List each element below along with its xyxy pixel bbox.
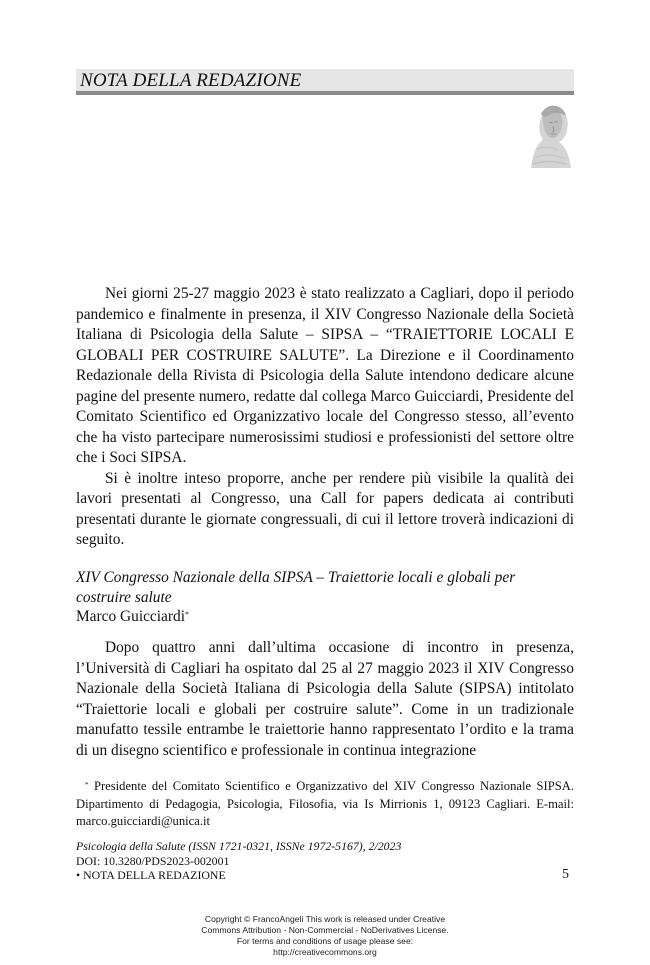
copyright-notice — [0, 914, 650, 958]
article-paragraph: Dopo quattro anni dall’ultima occasione di incontro in presenza, l’Università di Cagliari ha ospitato dal 25 al 27 maggio 2023 il XIV Congresso Nazionale della Società Italiana di Psicologia della Salute (SIPSA) intitolato “Traiettorie locali e globali per costruire salute”. Come in un tradizionale manufatto tessile entrambe le traiettorie hanno rappresentato l’ordito e la trama di un disegno scientifico e professionale in continua integrazione — [76, 639, 574, 759]
editorial-note — [76, 284, 574, 551]
section-title: NOTA DELLA REDAZIONE — [80, 70, 302, 91]
footnote-marker: * — [184, 610, 189, 619]
intro-paragraph: Si è inoltre inteso proporre, anche per rendere più visibile la qualità dei lavori presentati al Congresso, una Call for papers dedicata ai contributi presentati durante le giornate congressuali, di cui il lettore troverà indicazioni di seguito. — [76, 469, 574, 548]
license-link[interactable]: http://creativecommons.org — [273, 947, 377, 957]
footer-section-label: • NOTA DELLA REDAZIONE — [76, 868, 226, 882]
footnote-text: Presidente del Comitato Scientifico e Organizzativo del XIV Congresso Nazionale SIPSA. Dipartimento di Pedagogia, Psicologia, Filosofia, via Is Mirrionis 1, 09123 Cagliari. E-mail: marco.guicciardi@unica.it — [76, 779, 574, 828]
author-line — [76, 607, 189, 627]
footnote — [76, 778, 574, 831]
copyright-line: Copyright © FrancoAngeli This work is released under Creative — [204, 914, 446, 924]
journal-footer — [76, 839, 574, 883]
copyright-line: For terms and conditions of usage please see: — [236, 936, 414, 946]
engraved-portrait-icon — [523, 100, 573, 168]
article-title: XIV Congresso Nazionale della SIPSA – Traiettorie locali e globali per costruire salute — [76, 569, 516, 606]
copyright-line: Commons Attribution - Non-Commercial - NoDerivatives License. — [201, 925, 449, 935]
section-header — [76, 69, 574, 95]
footnote-marker: * — [85, 781, 89, 789]
journal-citation: Psicologia della Salute (ISSN 1721-0321, ISSNe 1972-5167), 2/2023 — [76, 839, 402, 853]
intro-paragraph: Nei giorni 25-27 maggio 2023 è stato realizzato a Cagliari, dopo il periodo pandemico e finalmente in presenza, il XIV Congresso Nazionale della Società Italiana di Psicologia della Salute – SIPSA – “TRAIETTORIE LOCALI E GLOBALI PER COSTRUIRE SALUTE”. La Direzione e il Coordinamento Redazionale della Rivista di Psicologia della Salute intendono dedicare alcune pagine del presente numero, redatte dal collega Marco Guicciardi, Presidente del Comitato Scientifico ed Organizzativo locale del Congresso stesso, all’evento che ha visto partecipare numerosissimi studiosi e professionisti del settore oltre che i Soci SIPSA. — [76, 285, 574, 466]
header-rule — [76, 91, 574, 95]
article-body — [76, 638, 574, 761]
page-number: 5 — [562, 867, 569, 882]
author-name: Marco Guicciardi — [76, 608, 185, 625]
doi: DOI: 10.3280/PDS2023-002001 — [76, 853, 230, 868]
